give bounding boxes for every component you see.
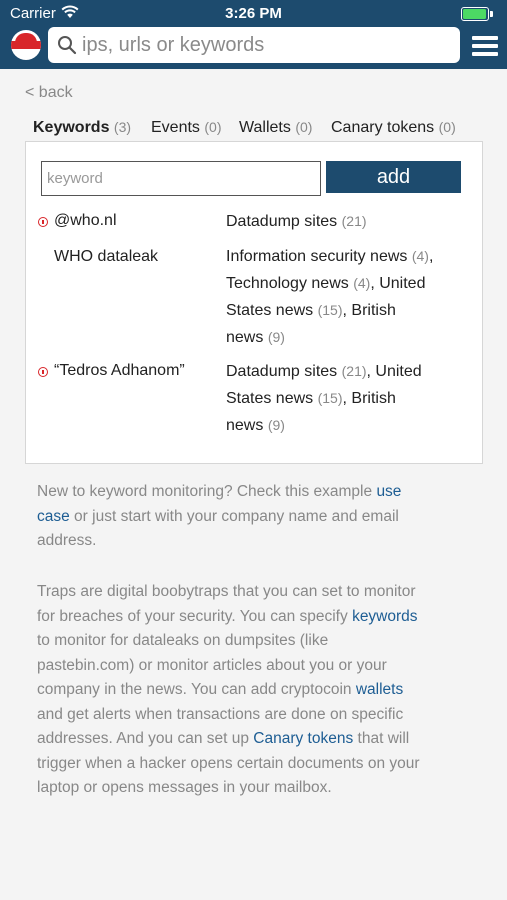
keyword-item[interactable]: WHO dataleak — [54, 248, 159, 265]
battery-icon — [461, 7, 495, 21]
alert-icon — [38, 217, 48, 227]
canary-tokens-link[interactable]: Canary tokens — [253, 730, 354, 747]
keyword-categories: Information security news (4), Technology news (4), United States news (15), British news (9) — [226, 248, 434, 346]
app-logo[interactable] — [11, 30, 41, 60]
tab-events[interactable]: Events (0) — [151, 119, 222, 136]
use-case-link[interactable]: case — [37, 507, 70, 525]
alert-icon — [38, 367, 48, 377]
keyword-categories: Datadump sites (21), United States news (15), British news (9) — [226, 363, 422, 434]
traps-description: Traps are digital boobytraps that you can set to monitor for breaches of your security. You can specify keywords to monitor for dataleaks on dumpsites (like pastebin.com) or monitor articles about you or your company in the news. You can add cryptocoin wallets and get alerts when transactions are done on specific addresses. And you can set up Canary tokens that will trigger when a hacker opens certain documents on your laptop or opens messages in your mailbox. — [37, 583, 420, 796]
carrier-label: Carrier — [10, 5, 56, 22]
search-icon — [57, 35, 77, 60]
intro-text: New to keyword monitoring? Check this example use case or just start with your company name and email address. — [37, 483, 402, 549]
keywords-link[interactable]: keywords — [352, 607, 418, 625]
back-link[interactable]: < back — [25, 84, 73, 101]
keyword-item[interactable]: @who.nl — [54, 212, 117, 229]
tab-canary-tokens[interactable]: Canary tokens (0) — [331, 119, 456, 136]
add-button[interactable]: add — [326, 161, 461, 193]
keywords-panel — [25, 141, 483, 464]
menu-icon[interactable] — [472, 36, 498, 56]
search-bar[interactable] — [48, 27, 460, 63]
wallets-link[interactable]: wallets — [355, 681, 404, 698]
tab-wallets[interactable]: Wallets (0) — [239, 119, 313, 136]
clock: 3:26 PM — [225, 5, 282, 22]
tab-keywords[interactable]: Keywords (3) — [33, 119, 132, 136]
keyword-item[interactable]: “Tedros Adhanom” — [54, 362, 185, 379]
status-bar — [0, 0, 507, 28]
use-case-link[interactable]: use — [376, 483, 402, 500]
app-header — [0, 0, 507, 69]
keyword-categories: Datadump sites (21) — [226, 213, 367, 230]
keyword-input[interactable] — [41, 161, 321, 196]
search-input[interactable] — [82, 31, 452, 59]
